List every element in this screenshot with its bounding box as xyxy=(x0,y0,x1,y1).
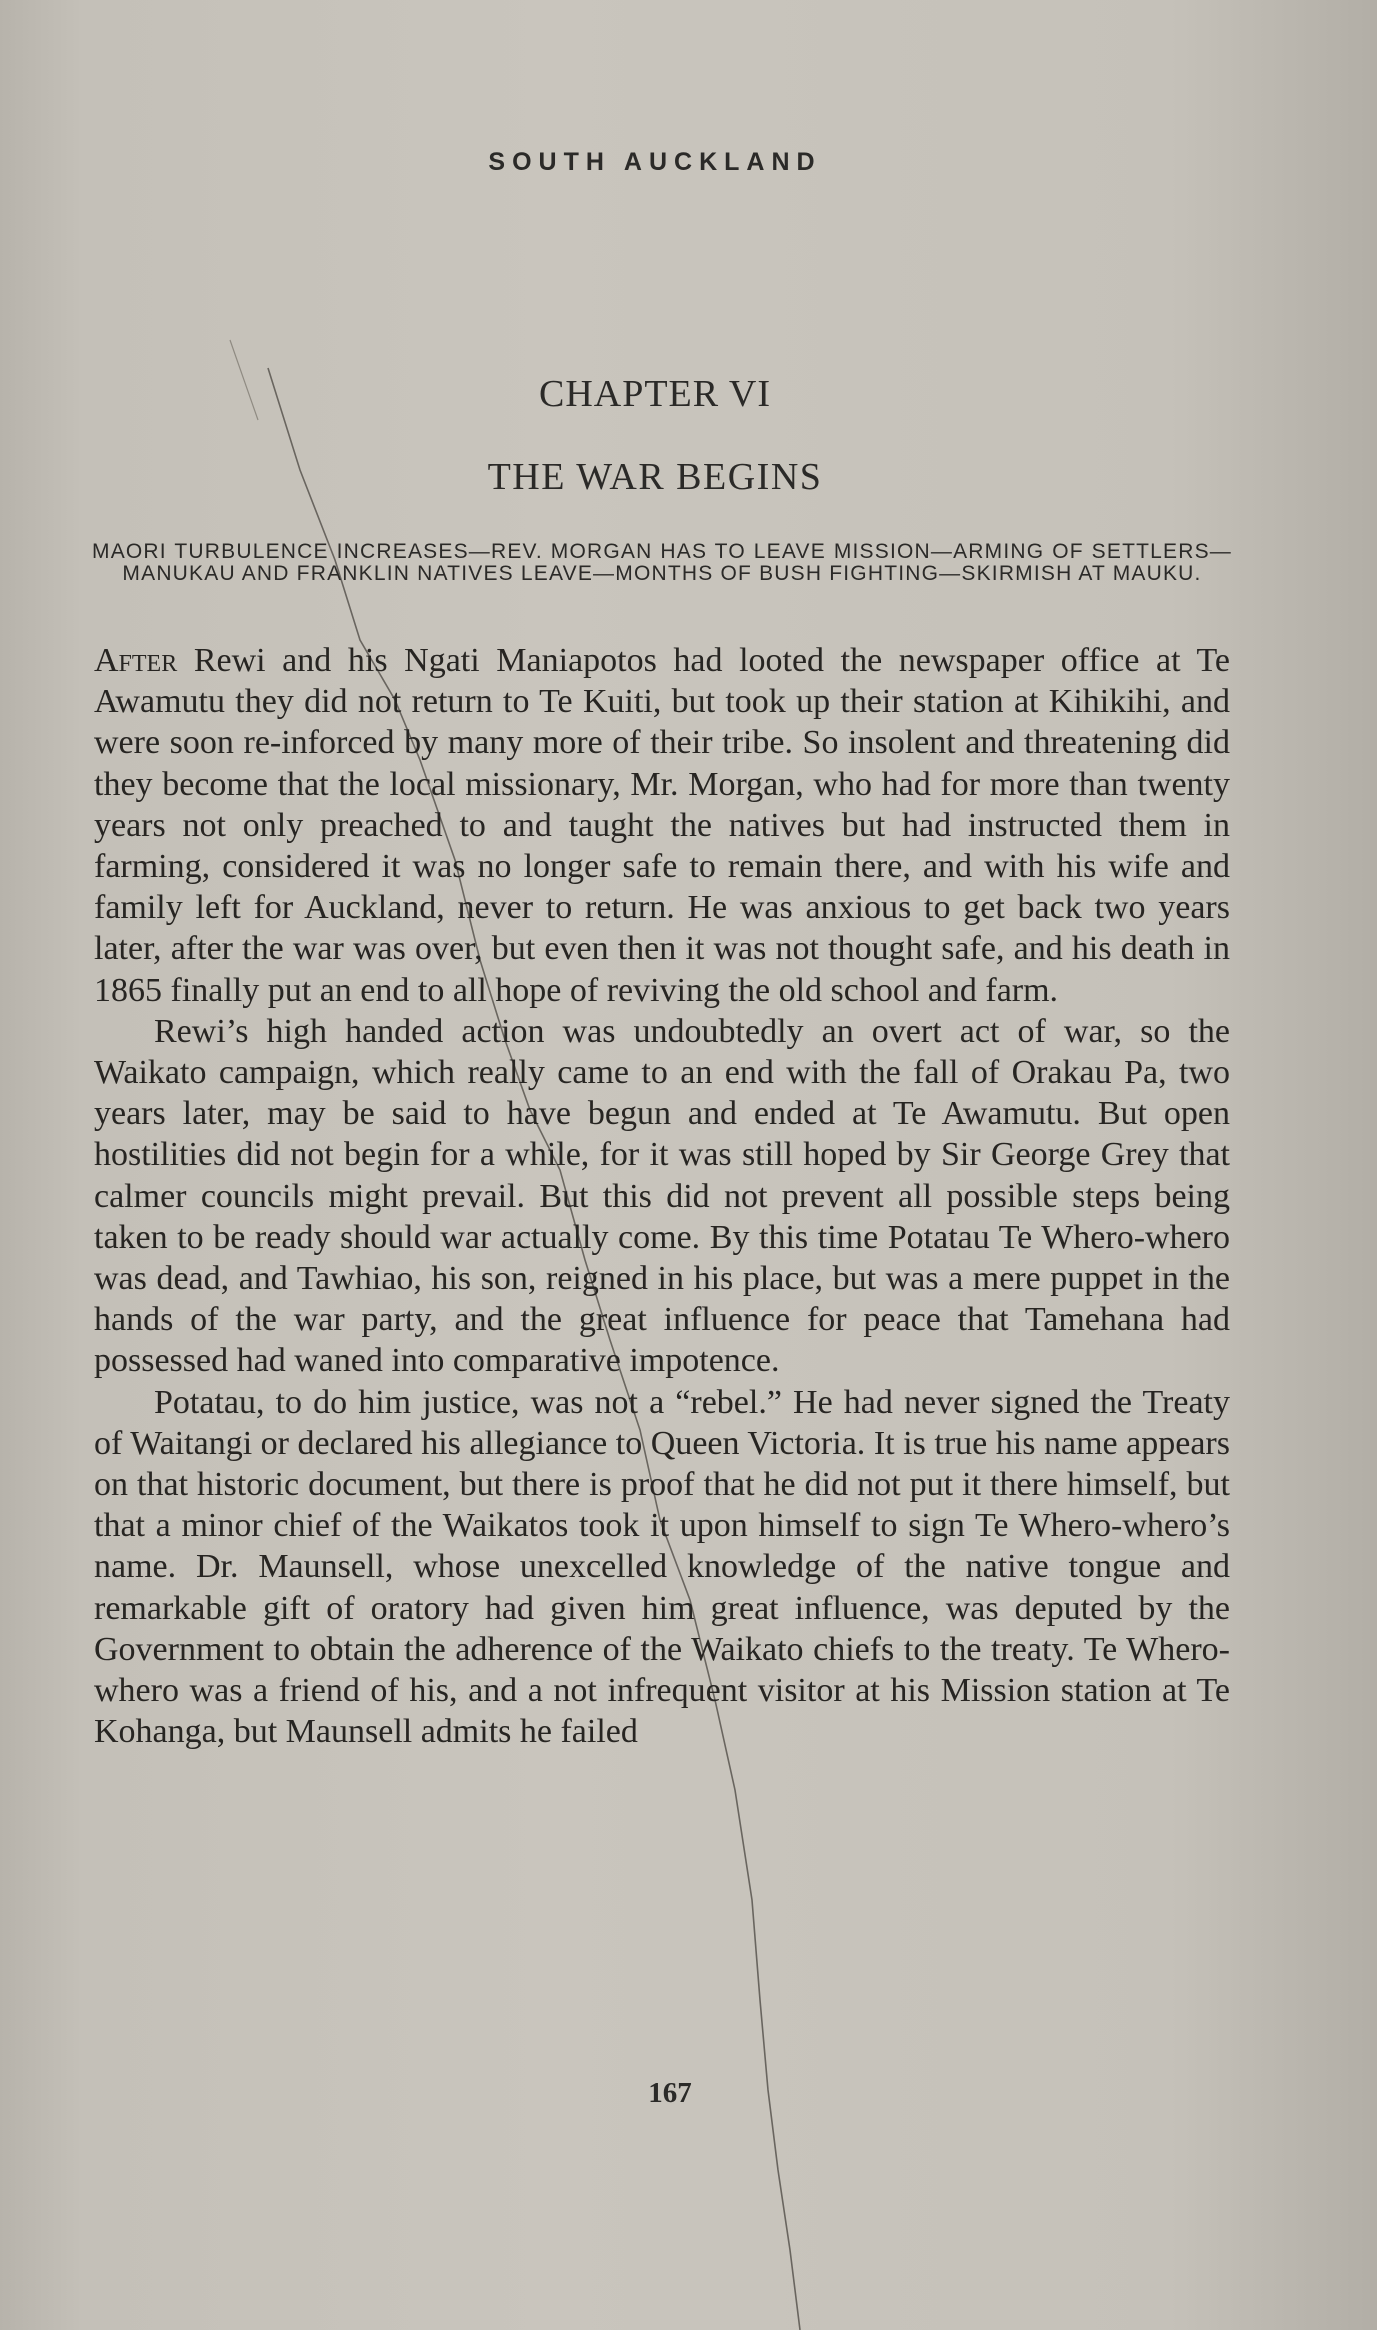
running-head: SOUTH AUCKLAND xyxy=(488,148,822,176)
body-text xyxy=(94,640,1230,1752)
chapter-summary: MAORI TURBULENCE INCREASES—REV. MORGAN HAS TO LEAVE MISSION—ARMING OF SETTLERS—MANUKAU AND FRANKLIN NATIVES LEAVE—MONTHS OF BUSH FIGHTING—SKIRMISH AT MAUKU. xyxy=(92,540,1232,585)
paragraph xyxy=(94,640,1230,1011)
paragraph: Rewi’s high handed action was undoubtedly an overt act of war, so the Waikato campaign, which really came to an end with the fall of Orakau Pa, two years later, may be said to have begun and ended at Te Awamutu. But open hostilities did not begin for a while, for it was still hoped by Sir George Grey that calmer councils might prevail. But this did not prevent all possible steps being taken to be ready should war actually come. By this time Potatau Te Whero-whero was dead, and Tawhiao, his son, reigned in his place, but was a mere puppet in the hands of the war party, and the great influence for peace that Tamehana had possessed had waned into comparative impotence. xyxy=(94,1012,1230,1380)
paragraph-text: Rewi and his Ngati Maniapotos had looted the newspaper office at Te Awamutu they did not return to Te Kuiti, but took up their station at Kihikihi, and were soon re-inforced by many more of their tribe. So insolent and threatening did they become that the local missionary, Mr. Morgan, who had for more than twenty years not only preached to and taught the natives but had instructed them in farming, considered it was no longer safe to remain there, and with his wife and family left for Auckland, never to return. He was anxious to get back two years later, after the war was over, but even then it was not thought safe, and his death in 1865 finally put an end to all hope of reviving the old school and farm. xyxy=(94,642,1230,1009)
drop-lead-word: After xyxy=(94,642,178,679)
paragraph: Potatau, to do him justice, was not a “rebel.” He had never signed the Treaty of Waitangi or declared his allegiance to Queen Victoria. It is true his name appears on that historic document, but there is proof that he did not put it there himself, but that a minor chief of the Waikatos took it upon himself to sign Te Whero-whero’s name. Dr. Maunsell, whose unexcelled knowledge of the native tongue and remarkable gift of oratory had given him great influence, was deputed by the Government to obtain the adherence of the Waikato chiefs to the treaty. Te Whero-whero was a friend of his, and a not infrequent visitor at his Mission station at Te Kohanga, but Maunsell admits he failed xyxy=(94,1383,1230,1751)
page-number: 167 xyxy=(648,2077,692,2109)
chapter-title: THE WAR BEGINS xyxy=(487,456,823,498)
chapter-number: CHAPTER VI xyxy=(538,373,772,415)
